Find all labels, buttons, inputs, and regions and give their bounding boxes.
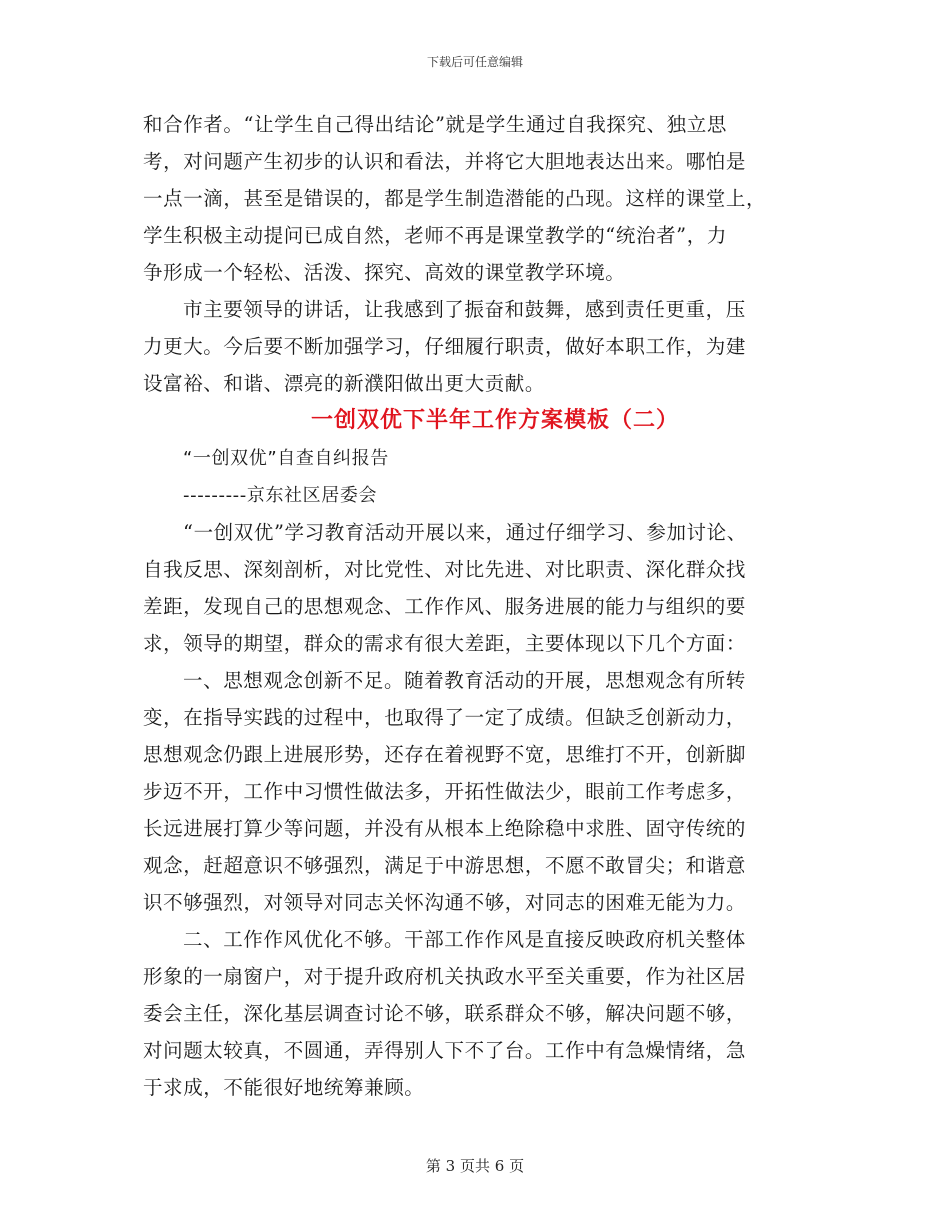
text-line: 力更大。今后要不断加强学习，仔细履行职责，做好本职工作，为建	[143, 335, 747, 358]
text-line: 对问题太较真，不圆通，弄得别人下不了台。工作中有急燥情绪，急	[143, 1039, 747, 1062]
text-line: 考，对问题产生初步的认识和看法，并将它大胆地表达出来。哪怕是	[143, 150, 747, 173]
page-footer: 第 3 页共 6 页	[425, 1157, 525, 1175]
paragraph-leader-speech	[143, 291, 823, 402]
paragraph-intro-continuation	[143, 106, 823, 291]
text-line: 形象的一扇窗户，对于提升政府机关执政水平至关重要，作为社区居	[143, 965, 747, 988]
text-line: 争形成一个轻松、活泼、探究、高效的课堂教学环境。	[143, 261, 626, 284]
text-line: 一、思想观念创新不足。随着教育活动的开展，思想观念有所转	[183, 669, 746, 692]
report-title: “一创双优”自查自纠报告	[183, 448, 389, 469]
text-line: 步迈不开，工作中习惯性做法多，开拓性做法少，眼前工作考虑多，	[143, 780, 747, 803]
text-line: 委会主任，深化基层调查讨论不够，联系群众不够，解决问题不够，	[143, 1002, 747, 1025]
text-line: 观念，赶超意识不够强烈，满足于中游思想，不愿不敢冒尖；和谐意	[143, 854, 747, 877]
text-line: 市主要领导的讲话，让我感到了振奋和鼓舞，感到责任更重，压	[183, 298, 746, 321]
text-line: 于求成，不能很好地统筹兼顾。	[143, 1076, 425, 1099]
text-line: 自我反思、深刻剖析，对比党性、对比先进、对比职责、深化群众找	[143, 558, 747, 581]
report-author: ---------京东社区居委会	[183, 485, 378, 506]
text-line: 差距，发现自己的思想观念、工作作风、服务进展的能力与组织的要	[143, 595, 747, 618]
text-line: 设富裕、和谐、漂亮的新濮阳做出更大贡献。	[143, 372, 546, 395]
text-line: 长远进展打算少等问题，并没有从根本上绝除稳中求胜、固守传统的	[143, 817, 747, 840]
paragraph-report-intro	[143, 514, 823, 662]
text-line: 思想观念仍跟上进展形势，还存在着视野不宽，思维打不开，创新脚	[143, 743, 747, 766]
text-line: 识不够强烈，对领导对同志关怀沟通不够，对同志的困难无能为力。	[143, 891, 747, 914]
paragraph-thinking-innovation	[143, 662, 823, 921]
text-line: 求，领导的期望，群众的需求有很大差距，主要体现以下几个方面：	[143, 632, 747, 655]
text-line: “一创双优”学习教育活动开展以来，通过仔细学习、参加讨论、	[183, 521, 747, 544]
text-line: 和合作者。“让学生自己得出结论”就是学生通过自我探究、独立思	[143, 113, 727, 136]
text-line: 变，在指导实践的过程中，也取得了一定了成绩。但缺乏创新动力，	[143, 706, 747, 729]
section-title: 一创双优下半年工作方案模板（二）	[310, 408, 679, 433]
page-header: 下载后可任意编辑	[426, 55, 523, 69]
document-body	[143, 106, 823, 1106]
text-line: 学生积极主动提问已成自然，老师不再是课堂教学的“统治者”，力	[143, 224, 727, 247]
text-line: 二、工作作风优化不够。干部工作作风是直接反映政府机关整体	[183, 928, 746, 951]
paragraph-work-style	[143, 921, 823, 1106]
text-line: 一点一滴，甚至是错误的，都是学生制造潜能的凸现。这样的课堂上，	[143, 187, 767, 210]
